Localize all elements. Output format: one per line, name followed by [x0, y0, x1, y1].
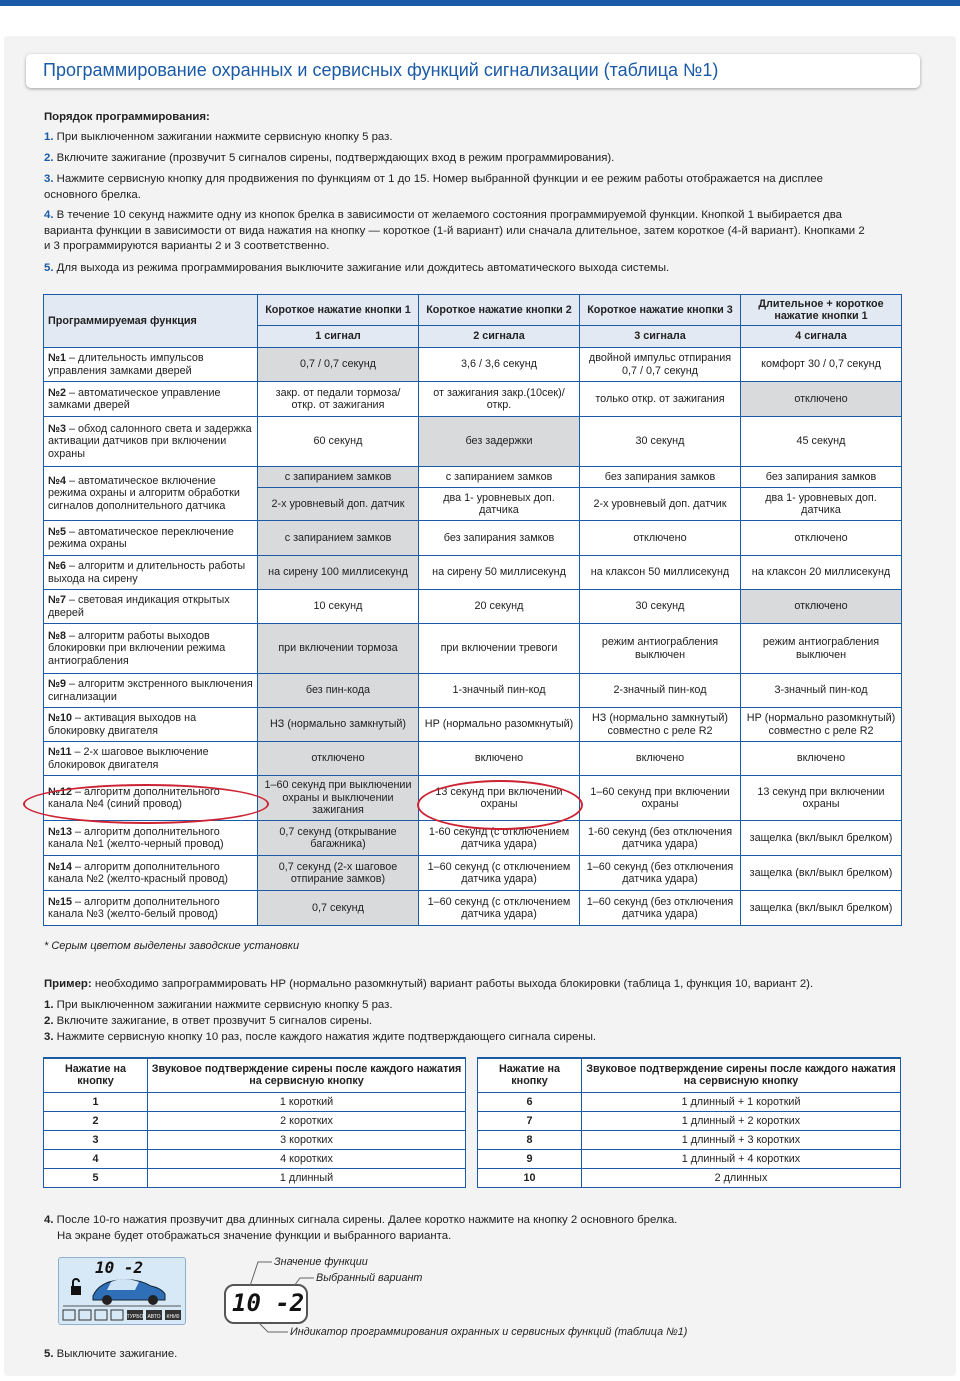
- option-cell: без пин-кода: [258, 674, 419, 708]
- option-cell: только откр. от зажигания: [580, 382, 741, 417]
- highlight-oval-function: [23, 784, 269, 824]
- option-cell: режим антиограбления выключен: [580, 624, 741, 674]
- option-cell: без задержки: [419, 417, 580, 467]
- option-cell: 1-60 секунд (без отключения датчика удара): [580, 821, 741, 856]
- option-cell: 1-значный пин-код: [419, 674, 580, 708]
- option-cell: 60 секунд: [258, 417, 419, 467]
- option-cell: 3-значный пин-код: [741, 674, 902, 708]
- top-accent-bar: [0, 0, 960, 6]
- page-title: Программирование охранных и сервисных функций сигнализации (таблица №1): [43, 60, 719, 80]
- step-number: 1.: [44, 999, 54, 1011]
- option-cell: НЗ (нормально замкнутый): [258, 708, 419, 742]
- table-row: [44, 856, 902, 891]
- label-selected-variant: Выбранный вариант: [316, 1272, 423, 1284]
- procedure-step-3: [44, 172, 864, 203]
- function-cell: №11 – 2-х шаговое выключение блокировок двигателя: [44, 742, 258, 776]
- label-function-value: Значение функции: [274, 1256, 368, 1268]
- function-cell: №14 – алгоритм дополнительного канала №2 (желто-красный провод): [44, 856, 258, 891]
- table-row: 8 1 длинный + 3 коротких: [478, 1130, 901, 1149]
- table-row: [44, 521, 902, 556]
- option-cell: два 1- уровневых доп. датчика: [419, 488, 580, 521]
- function-cell: №15 – алгоритм дополнительного канала №3 (желто-белый провод): [44, 891, 258, 926]
- procedure-step-2: [44, 151, 864, 167]
- table-row: [44, 467, 902, 488]
- table-row: [44, 556, 902, 590]
- procedure-step-4: [44, 208, 874, 255]
- header-button-2: Короткое нажатие кнопки 2: [419, 295, 580, 326]
- option-cell: без запирания замков: [580, 467, 741, 488]
- option-cell: на сирену 100 миллисекунд: [258, 556, 419, 590]
- option-cell: 30 секунд: [580, 590, 741, 624]
- example-step-4-line2: На экране будет отображаться значение функции и выбранного варианта.: [57, 1230, 452, 1242]
- label-indicator: Индикатор программирования охранных и сервисных функций (таблица №1): [290, 1326, 688, 1338]
- footnote: * Серым цветом выделены заводские установки: [44, 940, 300, 952]
- table-row: 5 1 длинный: [44, 1168, 466, 1187]
- option-cell: 2-х уровневый доп. датчик: [258, 488, 419, 521]
- option-cell: 0,7 секунд: [258, 891, 419, 926]
- option-cell: включено: [741, 742, 902, 776]
- option-cell: 0,7 секунд (открывание багажника): [258, 821, 419, 856]
- step-number: 5.: [44, 1348, 54, 1360]
- table-row: 10 2 длинных: [478, 1168, 901, 1187]
- step-number: 4.: [44, 209, 54, 221]
- option-cell: 0,7 секунд (2-х шаговое отпирание замков): [258, 856, 419, 891]
- press-table-left: [43, 1057, 466, 1188]
- press-header-confirm: Звуковое подтверждение сирены после каждого нажатия на сервисную кнопку: [148, 1058, 466, 1092]
- step-number: 5.: [44, 262, 54, 274]
- signal-4: 4 сигнала: [741, 326, 902, 348]
- procedure-step-5: [44, 261, 864, 277]
- option-cell: 13 секунд при включении охраны: [741, 776, 902, 821]
- lcd-icon-turbo: ТУРБО: [126, 1314, 144, 1320]
- option-cell: от зажигания закр.(10сек)/ откр.: [419, 382, 580, 417]
- lock-icon: [71, 1279, 81, 1295]
- option-cell: закр. от педали тормоза/ откр. от зажигания: [258, 382, 419, 417]
- step-text: При выключенном зажигании нажмите сервисную кнопку 5 раз.: [56, 999, 393, 1011]
- lcd-icon-kni: КНИ0: [166, 1314, 180, 1320]
- option-cell: 1–60 секунд при включении охраны: [580, 776, 741, 821]
- function-cell: №10 – активация выходов на блокировку двигателя: [44, 708, 258, 742]
- option-cell: защелка (вкл/выкл брелком): [741, 856, 902, 891]
- option-cell: с запиранием замков: [258, 467, 419, 488]
- example-text: необходимо запрограммировать НР (нормально разомкнутый) вариант работы выхода блокировки (таблица 1, функция 10, вариант 2).: [91, 978, 814, 990]
- header-button-4: Длительное + короткое нажатие кнопки 1: [741, 295, 902, 326]
- press-table-right: [477, 1057, 901, 1188]
- table-row: 3 3 коротких: [44, 1130, 466, 1149]
- lcd-value: 10 -2: [95, 1258, 144, 1277]
- example-intro: [44, 977, 924, 993]
- function-cell: №6 – алгоритм и длительность работы выхода на сирену: [44, 556, 258, 590]
- step-text: Нажмите сервисную кнопку для продвижения по функциям от 1 до 15. Номер выбранной функции и ее режим работы отображается на дисплее основного брелка.: [44, 173, 823, 201]
- step-text: После 10-го нажатия прозвучит два длинных сигнала сирены. Далее коротко нажмите на кнопку 2 основного брелка.: [56, 1214, 678, 1226]
- example-step-2: [44, 1014, 372, 1030]
- header-button-1: Короткое нажатие кнопки 1: [258, 295, 419, 326]
- function-cell: №1 – длительность импульсов управления замками дверей: [44, 348, 258, 382]
- procedure-step-1: [44, 130, 864, 146]
- option-cell: на сирену 50 миллисекунд: [419, 556, 580, 590]
- step-text: Для выхода из режима программирования выключите зажигание или дождитесь автоматического выхода системы.: [56, 262, 670, 274]
- option-cell: защелка (вкл/выкл брелком): [741, 891, 902, 926]
- option-cell: 1–60 секунд (без отключения датчика удара): [580, 856, 741, 891]
- step-number: 2.: [44, 1015, 54, 1027]
- option-cell: 0,7 / 0,7 секунд: [258, 348, 419, 382]
- example-step-3: [44, 1030, 596, 1046]
- example-step-1: [44, 998, 393, 1014]
- table-row: [44, 674, 902, 708]
- option-cell: два 1- уровневых доп. датчика: [741, 488, 902, 521]
- table-row: [44, 417, 902, 467]
- option-cell: 1–60 секунд при выключении охраны и выключении зажигания: [258, 776, 419, 821]
- signal-3: 3 сигнала: [580, 326, 741, 348]
- option-cell: НР (нормально разомкнутый) совместно с реле R2: [741, 708, 902, 742]
- table-row: 6 1 длинный + 1 короткий: [478, 1092, 901, 1111]
- zoomed-value: 10 -2: [232, 1289, 305, 1317]
- option-cell: 1-60 секунд (с отключением датчика удара): [419, 821, 580, 856]
- lcd-icon-auto: АВТО: [147, 1314, 161, 1320]
- function-cell: №8 – алгоритм работы выходов блокировки при включении режима антиограбления: [44, 624, 258, 674]
- step-number: 1.: [44, 131, 54, 143]
- example-label: Пример:: [44, 978, 92, 990]
- option-cell: на клаксон 20 миллисекунд: [741, 556, 902, 590]
- function-cell: №7 – световая индикация открытых дверей: [44, 590, 258, 624]
- table-row: [44, 382, 902, 417]
- step-text: При выключенном зажигании нажмите сервисную кнопку 5 раз.: [56, 131, 393, 143]
- example-step-4: [44, 1213, 677, 1229]
- table-row: [44, 742, 902, 776]
- function-cell: №3 – обход салонного света и задержка активации датчиков при включении охраны: [44, 417, 258, 467]
- table-row: 1 1 короткий: [44, 1092, 466, 1111]
- table-row: [44, 348, 902, 382]
- table-row: 7 1 длинный + 2 коротких: [478, 1111, 901, 1130]
- option-cell: 1–60 секунд (с отключением датчика удара): [419, 856, 580, 891]
- title-box: [26, 54, 920, 88]
- step-text: Включите зажигание (прозвучит 5 сигналов сирены, подтверждающих вход в режим программирования).: [56, 152, 615, 164]
- function-cell: №5 – автоматическое переключение режима охраны: [44, 521, 258, 556]
- table-row: [44, 708, 902, 742]
- car-icon: [59, 1258, 185, 1324]
- step-text: Нажмите сервисную кнопку 10 раз, после каждого нажатия ждите подтверждающего сигнала сирены.: [56, 1031, 597, 1043]
- option-cell: при включении тормоза: [258, 624, 419, 674]
- table-row: 2 2 коротких: [44, 1111, 466, 1130]
- option-cell: отключено: [580, 521, 741, 556]
- function-cell: №9 – алгоритм экстренного выключения сигнализации: [44, 674, 258, 708]
- option-cell: включено: [419, 742, 580, 776]
- press-header-confirm: Звуковое подтверждение сирены после каждого нажатия на сервисную кнопку: [582, 1058, 901, 1092]
- option-cell: 2-значный пин-код: [580, 674, 741, 708]
- programming-table: [43, 294, 902, 926]
- highlight-oval-option: [417, 780, 583, 830]
- function-cell: №13 – алгоритм дополнительного канала №1 (желто-черный провод): [44, 821, 258, 856]
- procedure-heading: Порядок программирования:: [44, 111, 210, 123]
- press-header-count: Нажатие на кнопку: [478, 1058, 582, 1092]
- option-cell: без запирания замков: [419, 521, 580, 556]
- option-cell: двойной импульс отпирания 0,7 / 0,7 секунд: [580, 348, 741, 382]
- option-cell: защелка (вкл/выкл брелком): [741, 821, 902, 856]
- option-cell: без запирания замков: [741, 467, 902, 488]
- option-cell: на клаксон 50 миллисекунд: [580, 556, 741, 590]
- table-row: [44, 624, 902, 674]
- option-cell: 13 секунд при включении охраны: [419, 776, 580, 821]
- step-number: 3.: [44, 1031, 54, 1043]
- step-text: В течение 10 секунд нажмите одну из кнопок брелка в зависимости от желаемого состояния программируемой функции. Кнопкой 1 выбирается два варианта функции в зависимости от вида нажатия на кнопку — короткое (1-й вариант) или сначала длительное, затем короткое (4-й вариант). Кнопками 2 и 3 программируются варианты 2 и 3 соответственно.: [44, 209, 865, 252]
- option-cell: отключено: [258, 742, 419, 776]
- option-cell: комфорт 30 / 0,7 секунд: [741, 348, 902, 382]
- option-cell: 30 секунд: [580, 417, 741, 467]
- table-row: 4 4 коротких: [44, 1149, 466, 1168]
- option-cell: 1–60 секунд (без отключения датчика удара): [580, 891, 741, 926]
- header-function: Программируемая функция: [44, 295, 258, 348]
- step-number: 4.: [44, 1214, 54, 1226]
- header-button-3: Короткое нажатие кнопки 3: [580, 295, 741, 326]
- zoomed-display: [224, 1284, 308, 1324]
- option-cell: 20 секунд: [419, 590, 580, 624]
- option-cell: 1–60 секунд (с отключением датчика удара): [419, 891, 580, 926]
- example-step-5: [44, 1347, 177, 1363]
- option-cell: 3,6 / 3,6 секунд: [419, 348, 580, 382]
- option-cell: отключено: [741, 590, 902, 624]
- option-cell: с запиранием замков: [258, 521, 419, 556]
- option-cell: включено: [580, 742, 741, 776]
- function-cell: №12 – алгоритм дополнительного канала №4 (синий провод): [44, 776, 258, 821]
- step-text: Выключите зажигание.: [56, 1348, 178, 1360]
- signal-2: 2 сигнала: [419, 326, 580, 348]
- press-header-count: Нажатие на кнопку: [44, 1058, 148, 1092]
- table-row: [44, 891, 902, 926]
- step-text: Включите зажигание, в ответ прозвучит 5 сигналов сирены.: [56, 1015, 373, 1027]
- option-cell: отключено: [741, 521, 902, 556]
- table-row: [44, 590, 902, 624]
- keyfob-lcd: [58, 1257, 186, 1325]
- option-cell: НР (нормально разомкнутый): [419, 708, 580, 742]
- option-cell: отключено: [741, 382, 902, 417]
- option-cell: при включении тревоги: [419, 624, 580, 674]
- option-cell: 10 секунд: [258, 590, 419, 624]
- step-number: 3.: [44, 173, 54, 185]
- function-cell: №4 – автоматическое включение режима охраны и алгоритм обработки сигналов дополнительного датчика: [44, 467, 258, 521]
- option-cell: с запиранием замков: [419, 467, 580, 488]
- option-cell: НЗ (нормально замкнутый) совместно с реле R2: [580, 708, 741, 742]
- option-cell: 2-х уровневый доп. датчик: [580, 488, 741, 521]
- step-number: 2.: [44, 152, 54, 164]
- function-cell: №2 – автоматическое управление замками дверей: [44, 382, 258, 417]
- signal-1: 1 сигнал: [258, 326, 419, 348]
- option-cell: 45 секунд: [741, 417, 902, 467]
- option-cell: режим антиограбления выключен: [741, 624, 902, 674]
- table-row: 9 1 длинный + 4 коротких: [478, 1149, 901, 1168]
